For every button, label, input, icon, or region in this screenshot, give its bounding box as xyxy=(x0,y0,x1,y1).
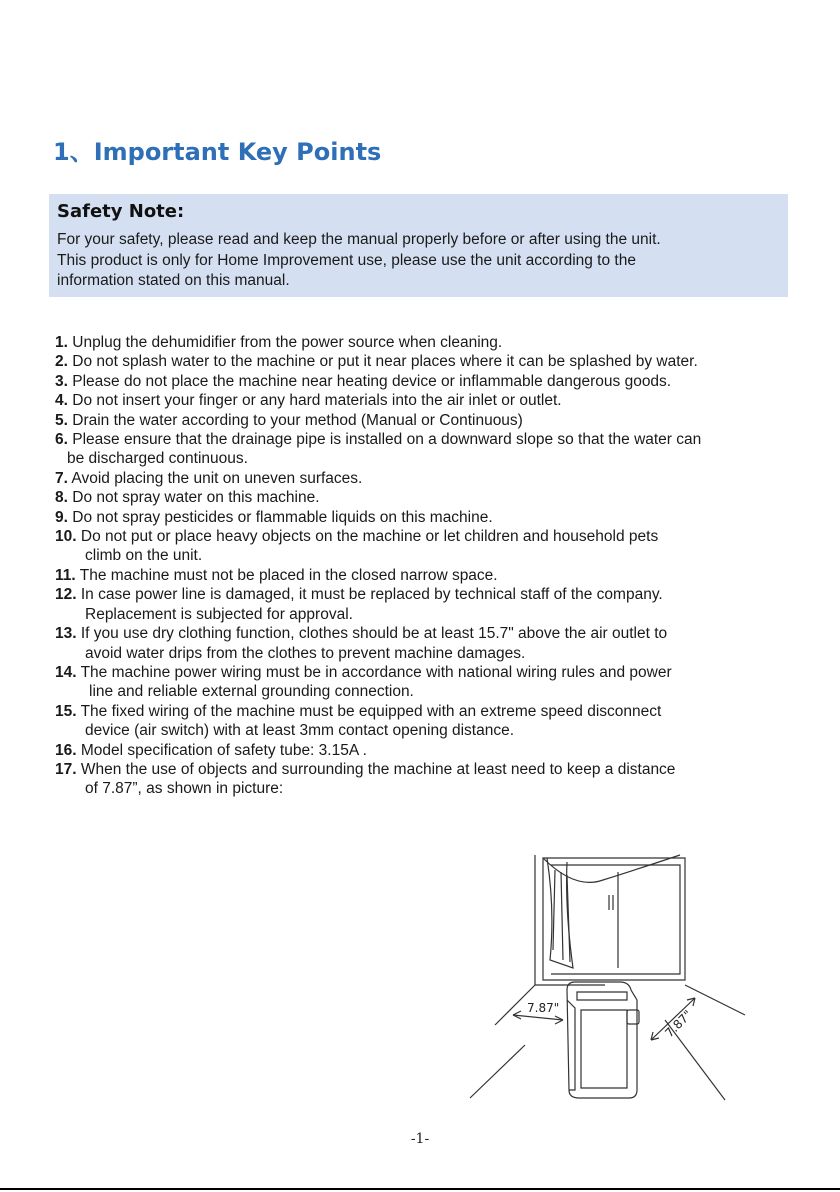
list-item: 1. Unplug the dehumidifier from the power source when cleaning. xyxy=(55,334,503,351)
control-panel xyxy=(577,992,627,1000)
list-item: 7. Avoid placing the unit on uneven surfaces. xyxy=(55,469,363,487)
left-clearance-label: 7.87" xyxy=(527,1001,560,1015)
floor-line-left xyxy=(470,1045,525,1098)
right-clearance-label: 7.87" xyxy=(662,1007,695,1041)
list-item: 17. When the use of objects and surrounding the machine at least need to keep a distance of 7.87”, as shown in picture: xyxy=(55,760,676,798)
safety-note-box xyxy=(49,194,788,297)
safety-note-heading: Safety Note: xyxy=(57,201,185,222)
page-number: -1- xyxy=(410,1131,430,1147)
safety-note-line: This product is only for Home Improvement use, please use the unit according to the xyxy=(57,251,636,269)
key-points-list xyxy=(55,333,800,799)
page-title: 1、Important Key Points xyxy=(53,138,382,166)
list-item: 14. The machine power wiring must be in accordance with national wiring rules and power line and reliable external grounding connection. xyxy=(55,663,672,701)
list-item: 11. The machine must not be placed in the closed narrow space. xyxy=(55,566,498,584)
list-item: 9. Do not spray pesticides or flammable liquids on this machine. xyxy=(55,508,493,526)
list-item: 4. Do not insert your finger or any hard materials into the air inlet or outlet. xyxy=(55,392,562,410)
list-item: 6. Please ensure that the drainage pipe is installed on a downward slope so that the water can be discharged continuous. xyxy=(55,431,702,468)
list-item: 15. The fixed wiring of the machine must be equipped with an extreme speed disconnect device (air switch) with at least 3mm contact opening distance. xyxy=(55,702,662,740)
safety-note-line: For your safety, please read and keep the manual properly before or after using the unit. xyxy=(57,231,661,248)
window-handle xyxy=(609,895,613,910)
clearance-illustration xyxy=(455,850,755,1105)
list-item: 5. Drain the water according to your method (Manual or Continuous) xyxy=(55,411,523,429)
list-item: 13. If you use dry clothing function, clothes should be at least 15.7" above the air outlet to avoid water drips from the clothes to prevent machine damages. xyxy=(55,625,668,662)
bottom-rule xyxy=(0,1188,840,1190)
list-item: 16. Model specification of safety tube: 3.15A . xyxy=(55,741,367,759)
list-item: 8. Do not spray water on this machine. xyxy=(55,489,320,507)
list-item: 12. In case power line is damaged, it must be replaced by technical staff of the company. Replacement is subjected for approval. xyxy=(55,586,663,623)
curtain-rod xyxy=(543,855,680,882)
list-item: 3. Please do not place the machine near heating device or inflammable dangerous goods. xyxy=(55,372,672,390)
list-item: 10. Do not put or place heavy objects on the machine or let children and household pets climb on the unit. xyxy=(55,528,659,565)
safety-note-line: information stated on this manual. xyxy=(57,272,290,289)
list-item: 2. Do not splash water to the machine or put it near places where it can be splashed by water. xyxy=(55,353,698,371)
front-panel xyxy=(581,1010,627,1088)
